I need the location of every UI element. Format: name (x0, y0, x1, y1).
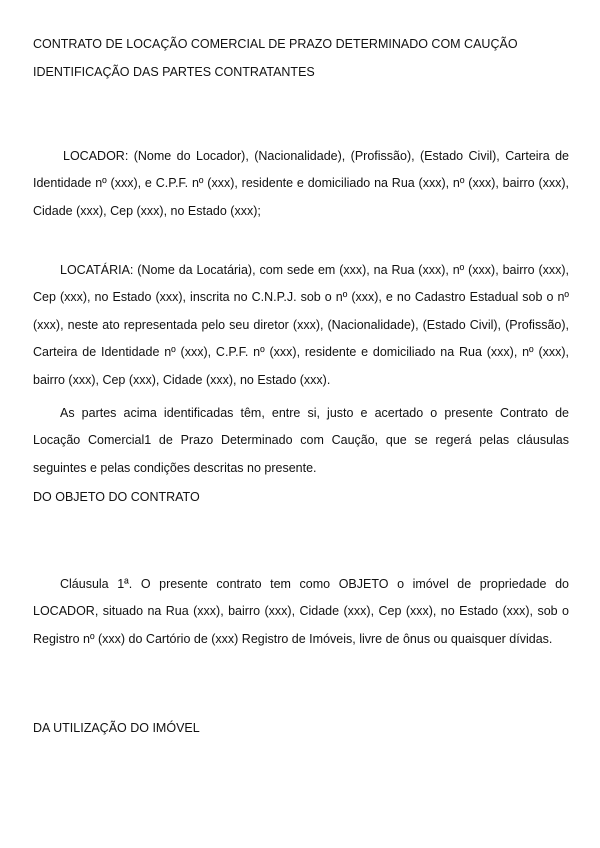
section-heading-parties: IDENTIFICAÇÃO DAS PARTES CONTRATANTES (33, 65, 315, 79)
paragraph-clause-1: Cláusula 1ª. O presente contrato tem como OBJETO o imóvel de propriedade do LOCADOR, situado na Rua (xxx), bairro (xxx), Cidade (xxx), Cep (xxx), no Estado (xxx), sob o Registro nº (xxx) do Cartório de (xxx) Registro de Imóveis, livre de ônus ou quaisquer dívidas. (33, 577, 569, 646)
section-heading-object: DO OBJETO DO CONTRATO (33, 490, 200, 504)
paragraph-locataria: LOCATÁRIA: (Nome da Locatária), com sede em (xxx), na Rua (xxx), nº (xxx), bairro (xxx), Cep (xxx), no Estado (xxx), inscrita no C.N.P.J. sob o nº (xxx), e no Cadastro Estadual sob o nº (xxx), neste ato representada pelo seu diretor (xxx), (Nacionalidade), (Estado Civil), (Profissão), Carteira de Identidade nº (xxx), C.P.F. nº (xxx), residente e domiciliado na Rua (xxx), nº (xxx), bairro (xxx), Cep (xxx), Cidade (xxx), no Estado (xxx). (33, 263, 569, 387)
paragraph-locador: LOCADOR: (Nome do Locador), (Nacionalidade), (Profissão), (Estado Civil), Carteira de Identidade nº (xxx), e C.P.F. nº (xxx), residente e domiciliado na Rua (xxx), nº (xxx), bairro (xxx), Cidade (xxx), Cep (xxx), no Estado (xxx); (33, 149, 569, 218)
section-heading-use: DA UTILIZAÇÃO DO IMÓVEL (33, 721, 200, 735)
paragraph-agreement: As partes acima identificadas têm, entre si, justo e acertado o presente Contrato de Locação Comercial1 de Prazo Determinado com Caução, que se regerá pelas cláusulas seguintes e pelas condições descritas no presente. (33, 406, 569, 475)
document-title: CONTRATO DE LOCAÇÃO COMERCIAL DE PRAZO DETERMINADO COM CAUÇÃO (33, 37, 518, 51)
